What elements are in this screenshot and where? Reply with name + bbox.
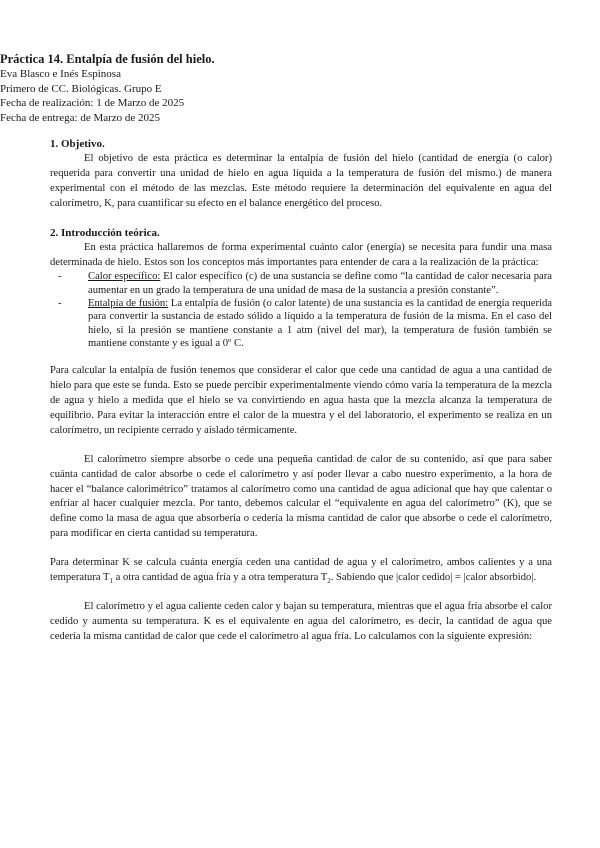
authors-line: Eva Blasco e Inés Espinosa — [0, 68, 121, 80]
subscript-2: 2 — [327, 577, 331, 586]
list-dash: - — [58, 271, 62, 283]
section-heading-introduccion: 2. Introducción teórica. — [50, 226, 160, 239]
list-dash: - — [58, 298, 62, 310]
term-calor-especifico: Calor específico: — [88, 271, 161, 283]
definition-entalpia-fusion: La entalpía de fusión (o calor latente) de una sustancia es la cantidad de energía requerida para convertir la sustancia de estado sólido a líquido a la temperatura de fusión de la misma. En el caso del hielo, si la presión se mantiene constante a 1 atm (nivel del mar), la temperatura de fusión también se mantiene constante y es igual a 0º C. — [88, 298, 552, 349]
document-body — [50, 137, 552, 645]
list-item-entalpia-fusion — [58, 297, 552, 350]
k-text-a: Para determinar K se calcula cuánta energía ceden una cantidad de agua y el calorímetro, ambos calientes y a una temperatura T — [50, 557, 552, 584]
document-header — [0, 51, 600, 125]
paragraph-calorimetro: El calorímetro siempre absorbe o cede una pequeña cantidad de calor de su contenido, así que para saber cuánta cantidad de calor absorbe o cede el calorímetro y así poder llevar a cabo nuestro experimento, a la hora de hacer el “balance calorimétrico” tratamos al calorímetro como una cantidad de agua adicional que hay que calentar o enfriar al hacer cualquier mezcla. Por tanto, debemos calcular el “equivalente en agua del calorímetro” (K), que se define como la masa de agua que absorbería o cedería la misma cantidad de calor que absorbe o cede el calorímetro, para modificar en cierta cantidad su temperatura. — [50, 453, 552, 540]
date-done-line: Fecha de realización: 1 de Marzo de 2025 — [0, 97, 185, 109]
k-text-b: a otra cantidad de agua fría y a otra temperatura T — [113, 572, 328, 584]
course-line: Primero de CC. Biológicas. Grupo E — [0, 82, 162, 95]
paragraph-equivalente-agua: El calorímetro y el agua caliente ceden calor y bajan su temperatura, mientras que el agua fría absorbe el calor cedido y aumenta su temperatura. K es el equivalente en agua del calorímetro, es decir, la cantidad de agua que cedería la misma cantidad de calor que cede el calorímetro al agua fría. Lo calculamos con la siguiente expresión: — [50, 601, 552, 642]
section-heading-objetivo: 1. Objetivo. — [50, 138, 105, 150]
concept-list — [50, 270, 552, 350]
list-item-calor-especifico — [58, 270, 552, 297]
k-text-c: . Sabiendo que |calor cedido| = |calor absorbido|. — [330, 572, 537, 584]
document-title: Práctica 14. Entalpía de fusión del hielo. — [0, 52, 215, 66]
date-due-line: Fecha de entrega: de Marzo de 2025 — [0, 111, 161, 124]
paragraph-objetivo: El objetivo de esta práctica es determinar la entalpía de fusión del hielo (cantidad de energía (o calor) requerida para convertir una unidad de hielo en agua líquida a la temperatura de fusión del mismo.) de manera experimental con el método de las mezclas. Este método requiere la determinación del equivalente en agua del calorímetro, K, para cuantificar su efecto en el balance energético del proceso. — [50, 153, 552, 209]
term-entalpia-fusion: Entalpía de fusión: — [88, 298, 169, 310]
subscript-1: 1 — [109, 577, 114, 586]
paragraph-calculo-entalpia: Para calcular la entalpía de fusión tenemos que considerar el calor que cede una cantidad de agua a una cantidad de hielo para que este se funda. Esto se puede percibir experimentalmente viendo cómo varía la temperatura de la mezcla de agua y hielo a medida que el hielo se va convirtiendo en agua hasta que la mezcla alcanza la temperatura de equilibrio. Para evitar la interacción entre el calor de la muestra y el del laboratorio, el experimento se realiza en un calorímetro, un recipiente cerrado y aislado térmicamente. — [50, 365, 552, 436]
definition-calor-especifico: El calor específico (c) de una sustancia se define como “la cantidad de calor necesaria para aumentar en un grado la temperatura de una unidad de masa de la sustancia a presión constante”. — [88, 271, 552, 296]
paragraph-determinar-k — [50, 556, 552, 586]
paragraph-intro: En esta práctica hallaremos de forma experimental cuánto calor (energía) se necesita para fundir una masa determinada de hielo. Estos son los conceptos más importantes para entender de cara a la realización de la práctica: — [50, 241, 552, 268]
